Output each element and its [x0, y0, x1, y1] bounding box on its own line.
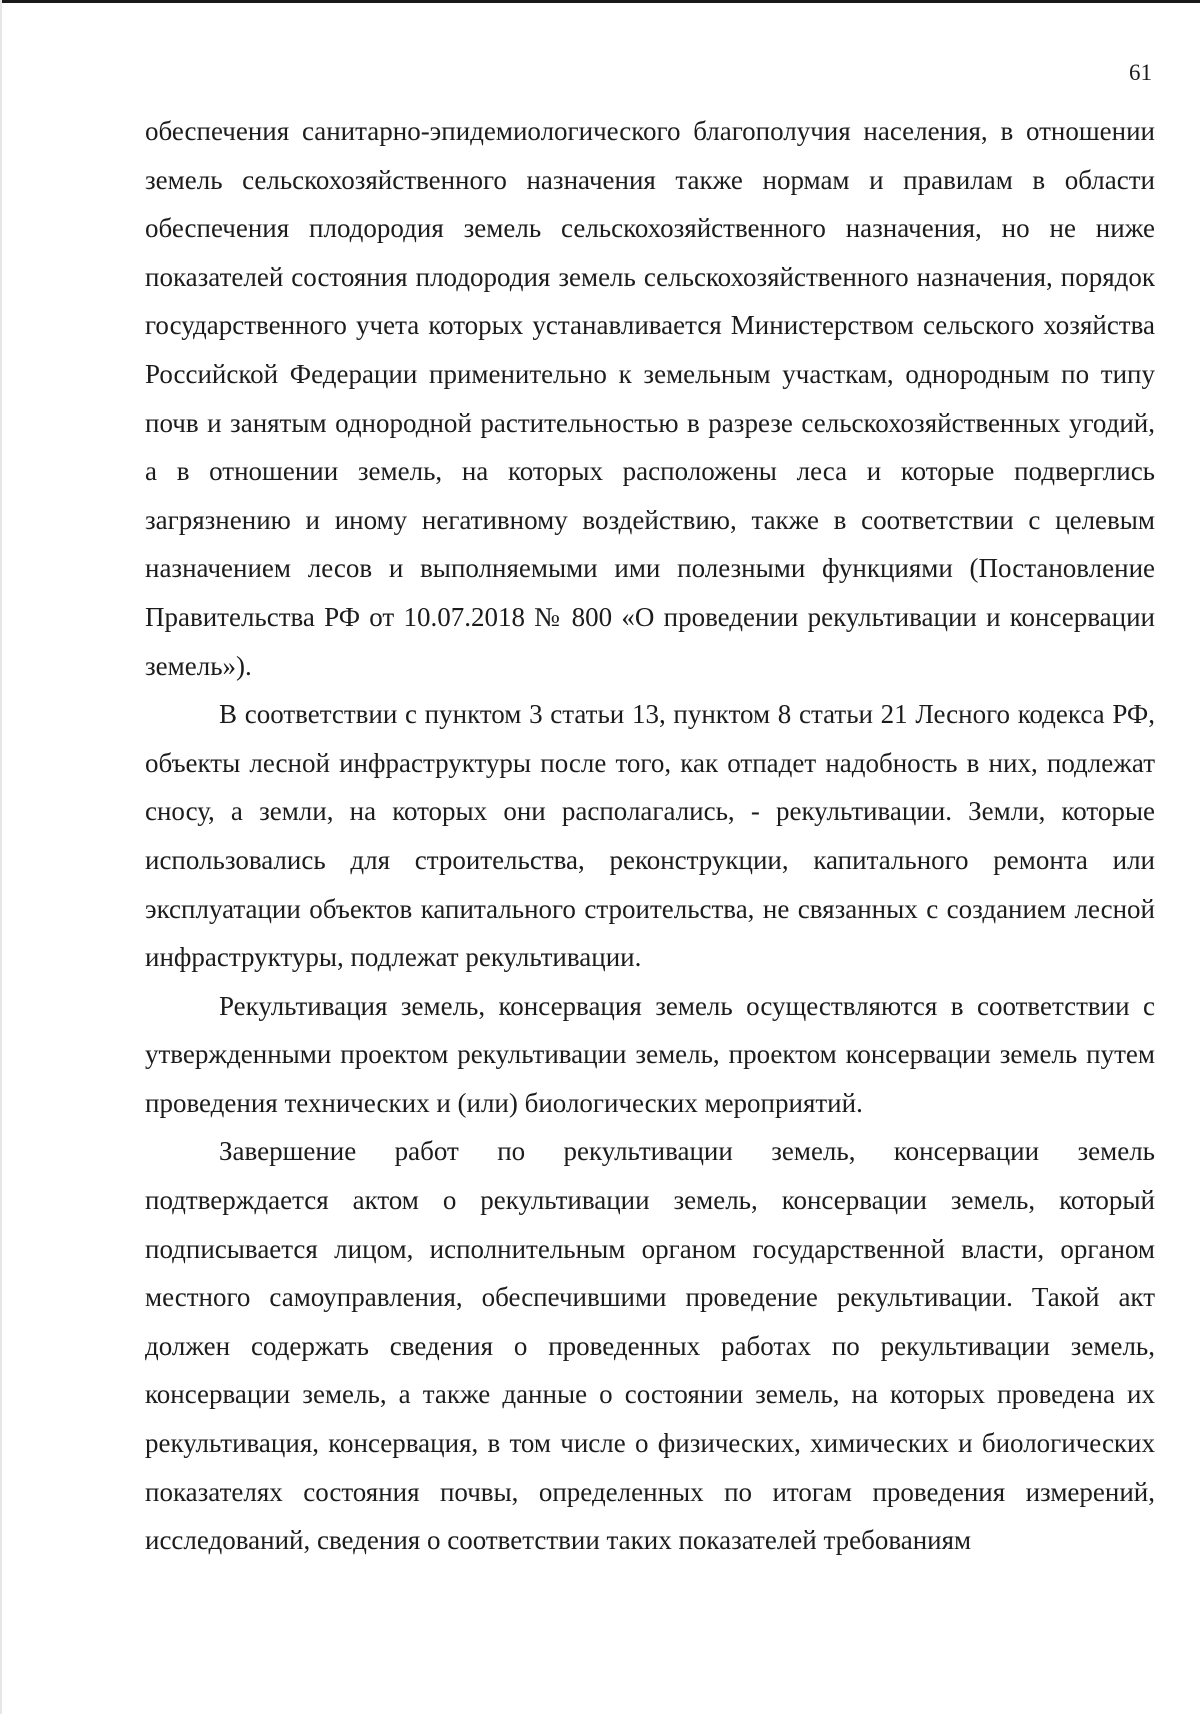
left-edge-rule — [0, 0, 2, 1714]
paragraph-3: Рекультивация земель, консервация земель осуществляются в соответствии с утвержденными проектом рекультивации земель, проектом консервации земель путем проведения технических и (или) биологических мероприятий. — [145, 990, 1155, 1118]
paragraph-1: обеспечения санитарно-эпидемиологического благополучия населения, в отношении земель сельскохозяйственного назначения также нормам и правилам в области обеспечения плодородия земель сельскохозяйственного назначения, но не ниже показателей состояния плодородия земель сельскохозяйственного назначения, порядок государственного учета которых устанавливается Министерством сельского хозяйства Российской Федерации применительно к земельным участкам, однородным по типу почв и занятым однородной растительностью в разрезе сельскохозяйственных угодий, а в отношении земель, на которых расположены леса и которые подверглись загрязнению и иному негативному воздействию, также в соответствии с целевым назначением лесов и выполняемыми ими полезными функциями (Постановление Правительства РФ от 10.07.2018 № 800 «О проведении рекультивации и консервации земель»). — [145, 116, 1155, 681]
paragraph-4: Завершение работ по рекультивации земель, консервации земель подтверждается актом о рекультивации земель, консервации земель, который подписывается лицом, исполнительным органом государственной власти, органом местного самоуправления, обеспечившими проведение рекультивации. Такой акт должен содержать сведения о проведенных работах по рекультивации земель, консервации земель, а также данные о состоянии земель, на которых проведена их рекультивация, консервация, в том числе о физических, химических и биологических показателях состояния почвы, определенных по итогам проведения измерений, исследований, сведения о соответствии таких показателей требованиям — [145, 1136, 1155, 1556]
top-edge-rule — [0, 0, 1200, 3]
page-number: 61 — [1129, 60, 1152, 85]
document-body — [145, 107, 1155, 1565]
paragraph-2: В соответствии с пунктом 3 статьи 13, пунктом 8 статьи 21 Лесного кодекса РФ, объекты лесной инфраструктуры после того, как отпадет надобность в них, подлежат сносу, а земли, на которых они располагались, - рекультивации. Земли, которые использовались для строительства, реконструкции, капитального ремонта или эксплуатации объектов капитального строительства, не связанных с созданием лесной инфраструктуры, подлежат рекультивации. — [145, 699, 1155, 973]
